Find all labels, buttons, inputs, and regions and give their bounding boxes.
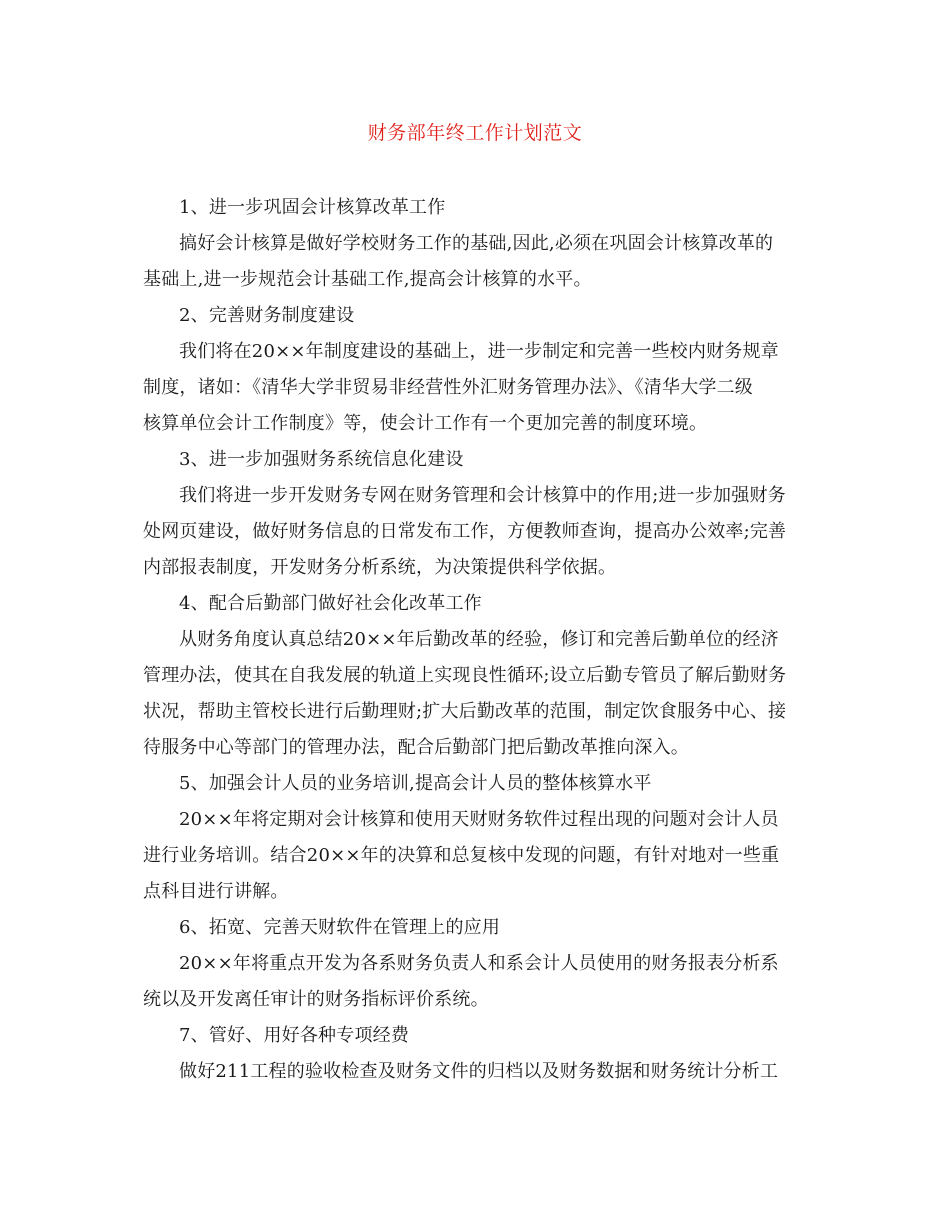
paragraph-line-indented: 从财务角度认真总结20××年后勤改革的经验，修订和完善后勤单位的经济 [179,629,779,650]
document-body [143,190,808,1090]
paragraph-line: 待服务中心等部门的管理办法，配合后勤部门把后勤改革推向深入。 [143,737,689,758]
paragraph-line: 内部报表制度，开发财务分析系统，为决策提供科学依据。 [143,557,617,578]
document-title: 财务部年终工作计划范文 [367,122,583,144]
paragraph-line: 统以及开发离任审计的财务指标评价系统。 [143,989,489,1010]
paragraph-line: 核算单位会计工作制度》等，使会计工作有一个更加完善的制度环境。 [143,413,708,434]
paragraph-line: 基础上,进一步规范会计基础工作,提高会计核算的水平。 [143,269,592,290]
paragraph-line-indented: 7、管好、用好各种专项经费 [179,1025,410,1046]
paragraph-line-indented: 做好211工程的验收检查及财务文件的归档以及财务数据和财务统计分析工 [179,1061,779,1082]
paragraph-line: 制度，诸如：《清华大学非贸易非经营性外汇财务管理办法》、《清华大学二级 [143,377,753,398]
paragraph-line-indented: 2、完善财务制度建设 [179,305,355,326]
paragraph-line: 进行业务培训。结合20××年的决算和总复核中发现的问题，有针对地对一些重 [143,845,780,866]
paragraph-line-indented: 3、进一步加强财务系统信息化建设 [179,449,464,470]
paragraph-line-indented: 20××年将定期对会计核算和使用天财财务软件过程出现的问题对会计人员 [179,809,779,830]
paragraph-line-indented: 5、加强会计人员的业务培训,提高会计人员的整体核算水平 [179,773,652,794]
paragraph-line-indented: 6、拓宽、完善天财软件在管理上的应用 [179,917,501,938]
paragraph-line: 管理办法，使其在自我发展的轨道上实现良性循环;设立后勤专管员了解后勤财务 [143,665,787,686]
paragraph-line: 处网页建设，做好财务信息的日常发布工作，方便教师查询，提高办公效率;完善 [143,521,787,542]
paragraph-line-indented: 4、配合后勤部门做好社会化改革工作 [179,593,482,614]
paragraph-line: 点科目进行讲解。 [143,881,289,902]
paragraph-line-indented: 我们将进一步开发财务专网在财务管理和会计核算中的作用;进一步加强财务 [179,485,786,506]
paragraph-line-indented: 我们将在20××年制度建设的基础上，进一步制定和完善一些校内财务规章 [179,341,779,362]
paragraph-line-indented: 1、进一步巩固会计核算改革工作 [179,197,446,218]
paragraph-line: 状况，帮助主管校长进行后勤理财;扩大后勤改革的范围，制定饮食服务中心、接 [143,701,787,722]
paragraph-line-indented: 20××年将重点开发为各系财务负责人和系会计人员使用的财务报表分析系 [179,953,779,974]
paragraph-line-indented: 搞好会计核算是做好学校财务工作的基础,因此,必须在巩固会计核算改革的 [179,233,774,254]
